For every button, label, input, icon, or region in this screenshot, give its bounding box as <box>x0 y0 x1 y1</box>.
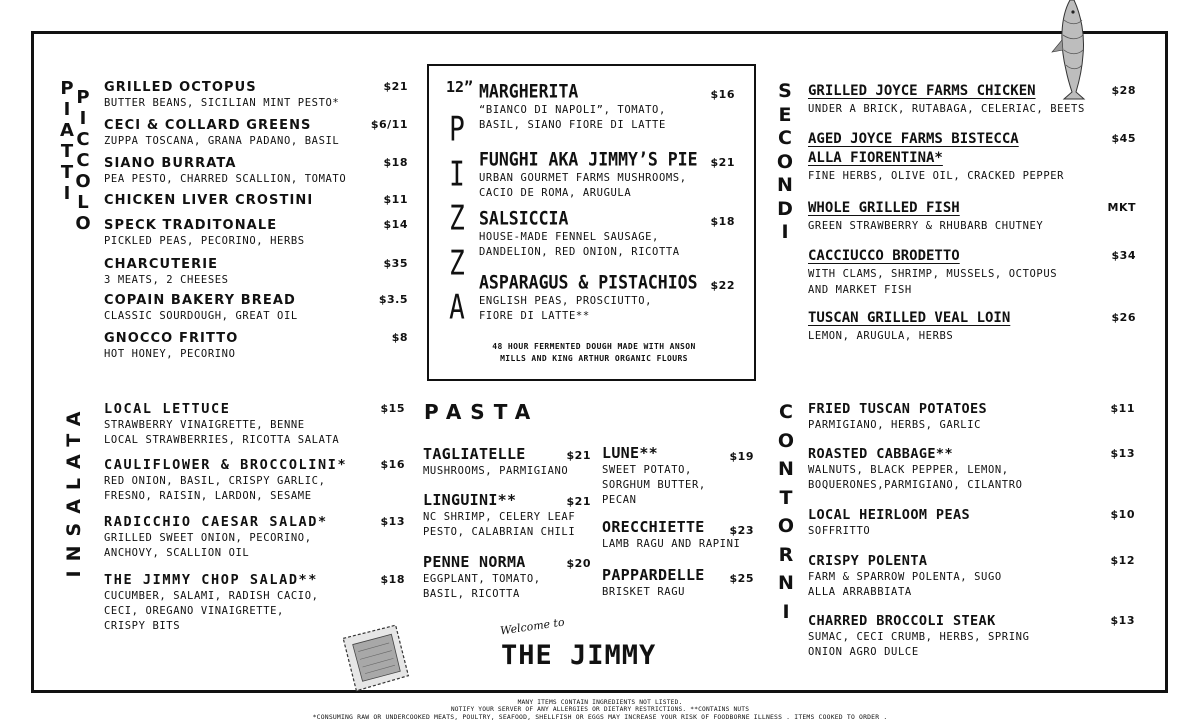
item-name: GRILLED JOYCE FARMS CHICKEN <box>808 83 1036 99</box>
pasta-heading: PASTA <box>424 400 540 424</box>
item-name: PAPPARDELLE <box>602 566 705 584</box>
item-description: WITH CLAMS, SHRIMP, MUSSELS, OCTOPUS <box>808 268 1058 280</box>
menu-item <box>808 309 1010 344</box>
vertical-letter: O <box>75 171 91 192</box>
vertical-letter: N <box>777 174 793 196</box>
menu-item <box>104 292 298 324</box>
item-name: TAGLIATELLE <box>423 445 526 463</box>
item-description: FIORE DI LATTE** <box>479 310 590 322</box>
menu-item <box>104 256 229 288</box>
pizza-note-line: 48 HOUR FERMENTED DOUGH MADE WITH ANSON <box>492 342 696 351</box>
item-price: $18 <box>380 573 405 586</box>
item-price: $16 <box>380 458 405 471</box>
item-description: CRISPY BITS <box>104 620 181 632</box>
item-description: GREEN STRAWBERRY & RHUBARB CHUTNEY <box>808 220 1044 232</box>
menu-item <box>808 199 1043 234</box>
item-price: $21 <box>566 495 591 508</box>
item-description: PICKLED PEAS, PECORINO, HERBS <box>104 235 305 247</box>
menu-item <box>479 80 666 133</box>
vertical-letter: L <box>77 192 89 213</box>
menu-item <box>104 117 339 149</box>
item-name: GRILLED OCTOPUS <box>104 80 257 95</box>
pizza-size: 12” <box>446 78 474 96</box>
vertical-letter: O <box>777 429 795 452</box>
item-name: WHOLE GRILLED FISH <box>808 200 960 216</box>
item-description: DANDELION, RED ONION, RICOTTA <box>479 246 680 258</box>
menu-item <box>602 444 706 508</box>
item-price: $13 <box>1110 614 1135 627</box>
item-description: URBAN GOURMET FARMS MUSHROOMS, <box>479 172 687 184</box>
footer-note-1: MANY ITEMS CONTAIN INGREDIENTS NOT LISTED. <box>517 699 683 706</box>
item-price: $21 <box>566 449 591 462</box>
item-description: MUSHROOMS, PARMIGIANO <box>423 465 569 477</box>
item-name: ORECCHIETTE <box>602 518 705 536</box>
piccolo-vertical-label <box>75 87 91 234</box>
item-description: “BIANCO DI NAPOLI”, TOMATO, <box>479 104 666 116</box>
item-description: PECAN <box>602 494 637 506</box>
item-price: $18 <box>383 156 408 169</box>
item-description: CECI, OREGANO VINAIGRETTE, <box>104 605 284 617</box>
vertical-letter: C <box>76 129 90 150</box>
menu-item <box>479 148 698 201</box>
item-price: $25 <box>729 572 754 585</box>
item-price: $13 <box>380 515 405 528</box>
item-name: LINGUINI** <box>423 491 517 509</box>
item-description: BUTTER BEANS, SICILIAN MINT PESTO* <box>104 97 340 109</box>
menu-item <box>104 217 305 249</box>
item-name: MARGHERITA <box>479 80 579 102</box>
item-description: HOUSE-MADE FENNEL SAUSAGE, <box>479 231 659 243</box>
item-description: FARM & SPARROW POLENTA, SUGO <box>808 571 1002 583</box>
item-name: FUNGHI AKA JIMMY’S PIE <box>479 148 698 170</box>
item-description: SORGHUM BUTTER, <box>602 479 706 491</box>
secondi-vertical-label <box>774 80 796 245</box>
item-description: PESTO, CALABRIAN CHILI <box>423 526 576 538</box>
item-name: LUNE** <box>602 444 658 462</box>
vertical-letter: D <box>777 197 793 220</box>
vertical-letter: T <box>60 162 74 183</box>
item-description: 3 MEATS, 2 CHEESES <box>104 274 229 286</box>
menu-item <box>104 79 339 111</box>
item-name: COPAIN BAKERY BREAD <box>104 293 296 308</box>
footer-note-3: *CONSUMING RAW OR UNDERCOOKED MEATS, POULTRY, SEAFOOD, SHELLFISH OR EGGS MAY INCREASE YOUR RISK OF FOODBORNE ILLNESS . ITEMS COOKED TO ORDER . <box>312 713 888 721</box>
item-price: $13 <box>1110 447 1135 460</box>
vertical-letter: I <box>782 600 790 623</box>
vertical-letter: O <box>75 213 91 234</box>
item-description: LAMB RAGU AND RAPINI <box>602 538 741 550</box>
menu-item <box>104 572 319 634</box>
item-name: ROASTED CABBAGE** <box>808 446 953 462</box>
vertical-letter: E <box>778 103 792 126</box>
vertical-letter: C <box>778 127 792 149</box>
item-description: UNDER A BRICK, RUTABAGA, CELERIAC, BEETS <box>808 103 1085 115</box>
item-price: $12 <box>1110 554 1135 567</box>
menu-item <box>104 192 313 209</box>
menu-item <box>808 553 1002 600</box>
item-price: $18 <box>710 215 735 228</box>
item-description: PEA PESTO, CHARRED SCALLION, TOMATO <box>104 173 347 185</box>
item-price: $11 <box>1110 402 1135 415</box>
item-name: CRISPY POLENTA <box>808 553 928 569</box>
menu-item <box>808 82 1085 117</box>
vertical-letter: P <box>60 78 74 99</box>
vertical-letter: O <box>777 515 795 537</box>
item-description: NC SHRIMP, CELERY LEAF <box>423 511 576 523</box>
item-name: GNOCCO FRITTO <box>104 331 239 346</box>
menu-item <box>808 247 1057 298</box>
pizza-note-line: MILLS AND KING ARTHUR ORGANIC FLOURS <box>500 354 688 363</box>
item-name: CACCIUCCO BRODETTO <box>808 248 960 264</box>
item-name: LOCAL HEIRLOOM PEAS <box>808 507 971 523</box>
item-price: $10 <box>1110 508 1135 521</box>
item-price: $45 <box>1111 132 1136 145</box>
item-description: LEMON, ARUGULA, HERBS <box>808 330 954 342</box>
item-price: $14 <box>383 218 408 231</box>
insalata-vertical-label: INSALATA <box>63 402 85 578</box>
vertical-letter: T <box>60 141 74 162</box>
pizza-letter: Z <box>449 199 465 239</box>
item-description: GRILLED SWEET ONION, PECORINO, <box>104 532 312 544</box>
item-description: FRESNO, RAISIN, LARDON, SESAME <box>104 490 312 502</box>
item-description: WALNUTS, BLACK PEPPER, LEMON, <box>808 464 1009 476</box>
item-description: SUMAC, CECI CRUMB, HERBS, SPRING <box>808 631 1030 643</box>
item-name: CAULIFLOWER & BROCCOLINI* <box>104 457 348 473</box>
item-name: AGED JOYCE FARMS BISTECCA <box>808 131 1019 147</box>
menu-item <box>808 613 1030 660</box>
vertical-letter: C <box>76 150 90 171</box>
item-description: CLASSIC SOURDOUGH, GREAT OIL <box>104 310 298 322</box>
vertical-letter: C <box>779 401 793 423</box>
item-price: $15 <box>380 402 405 415</box>
vertical-letter: P <box>76 87 90 108</box>
item-name: CECI & COLLARD GREENS <box>104 118 312 133</box>
menu-item <box>602 566 705 600</box>
item-price: $3.5 <box>378 293 408 306</box>
item-description: ALLA ARRABBIATA <box>808 586 912 598</box>
item-price: $22 <box>710 279 735 292</box>
pizza-letter: Z <box>449 243 465 283</box>
item-description: ZUPPA TOSCANA, GRANA PADANO, BASIL <box>104 135 340 147</box>
menu-item <box>423 445 568 479</box>
item-price: $21 <box>710 156 735 169</box>
menu-item <box>104 457 347 504</box>
welcome-script: Welcome to <box>499 615 566 638</box>
item-price: $23 <box>729 524 754 537</box>
item-description: RED ONION, BASIL, CRISPY GARLIC, <box>104 475 326 487</box>
item-description: CUCUMBER, SALAMI, RADISH CACIO, <box>104 590 319 602</box>
menu-item <box>479 271 698 324</box>
item-name: PENNE NORMA <box>423 553 526 571</box>
vertical-letter: I <box>63 99 71 120</box>
piatti-vertical-label <box>59 78 75 204</box>
item-description: AND MARKET FISH <box>808 284 912 296</box>
vertical-letter: R <box>778 543 794 566</box>
menu-item <box>423 553 541 602</box>
ravioli-illustration <box>336 618 416 698</box>
pizza-letter: A <box>449 288 465 328</box>
item-name: THE JIMMY CHOP SALAD** <box>104 572 319 588</box>
vertical-letter: I <box>79 108 87 129</box>
menu-item <box>479 207 680 260</box>
item-name: TUSCAN GRILLED VEAL LOIN <box>808 310 1011 326</box>
pizza-box <box>427 64 756 381</box>
item-name: RADICCHIO CAESAR SALAD* <box>104 514 328 530</box>
vertical-letter: T <box>779 486 793 509</box>
pizza-dough-note <box>469 341 719 365</box>
pizza-vertical-label <box>447 108 467 331</box>
item-description: ANCHOVY, SCALLION OIL <box>104 547 250 559</box>
menu-item <box>808 507 970 539</box>
item-price: $19 <box>729 450 754 463</box>
vertical-letter: O <box>776 150 794 173</box>
menu-item <box>104 401 339 448</box>
item-price: $34 <box>1111 249 1136 262</box>
item-description: LOCAL STRAWBERRIES, RICOTTA SALATA <box>104 434 340 446</box>
item-description: BASIL, RICOTTA <box>423 588 520 600</box>
menu-item <box>423 491 575 540</box>
item-price: $11 <box>383 193 408 206</box>
menu-item <box>808 130 1064 184</box>
vertical-letter: I <box>781 221 789 243</box>
item-description: ONION AGRO DULCE <box>808 646 919 658</box>
item-price: $21 <box>383 80 408 93</box>
menu-item <box>808 446 1023 493</box>
item-description: FINE HERBS, OLIVE OIL, CRACKED PEPPER <box>808 170 1065 182</box>
item-description: BASIL, SIANO FIORE DI LATTE <box>479 119 666 131</box>
vertical-letter: N <box>778 458 794 480</box>
item-name: SALSICCIA <box>479 207 569 229</box>
item-price: $26 <box>1111 311 1136 324</box>
item-price: $6/11 <box>370 118 408 131</box>
item-name: CHARCUTERIE <box>104 257 219 272</box>
item-description: BOQUERONES,PARMIGIANO, CILANTRO <box>808 479 1023 491</box>
item-name: ALLA FIORENTINA* <box>808 150 943 166</box>
vertical-letter: N <box>778 572 794 594</box>
pizza-letter: I <box>449 154 465 194</box>
menu-item <box>602 518 740 552</box>
pizza-letter: P <box>449 110 465 150</box>
restaurant-name: THE JIMMY <box>501 640 657 671</box>
item-description: SOFFRITTO <box>808 525 871 537</box>
item-name: SPECK TRADITONALE <box>104 218 278 233</box>
item-name: ASPARAGUS & PISTACHIOS <box>479 271 698 293</box>
item-price: $28 <box>1111 84 1136 97</box>
item-description: SWEET POTATO, <box>602 464 692 476</box>
vertical-letter: I <box>63 183 71 204</box>
menu-item <box>104 514 328 561</box>
item-description: HOT HONEY, PECORINO <box>104 348 236 360</box>
item-price: $35 <box>383 257 408 270</box>
item-description: ENGLISH PEAS, PROSCIUTTO, <box>479 295 653 307</box>
item-description: EGGPLANT, TOMATO, <box>423 573 541 585</box>
item-name: LOCAL LETTUCE <box>104 401 231 417</box>
menu-item <box>104 330 238 362</box>
menu-item <box>104 155 346 187</box>
item-price: MKT <box>1107 201 1136 214</box>
vertical-letter: S <box>778 80 792 102</box>
item-name: CHARRED BROCCOLI STEAK <box>808 613 996 629</box>
item-description: CACIO DE ROMA, ARUGULA <box>479 187 632 199</box>
item-price: $8 <box>391 331 408 344</box>
item-description: STRAWBERRY VINAIGRETTE, BENNE <box>104 419 305 431</box>
item-name: SIANO BURRATA <box>104 156 237 171</box>
item-name: CHICKEN LIVER CROSTINI <box>104 193 314 208</box>
menu-item <box>808 401 987 433</box>
item-description: PARMIGIANO, HERBS, GARLIC <box>808 419 982 431</box>
footer-note-2: NOTIFY YOUR SERVER OF ANY ALLERGIES OR DIETARY RESTRICTIONS. **CONTAINS NUTS <box>450 706 750 713</box>
item-price: $16 <box>710 88 735 101</box>
item-name: FRIED TUSCAN POTATOES <box>808 401 988 417</box>
vertical-letter: A <box>60 120 74 141</box>
contorni-vertical-label <box>775 398 797 626</box>
item-description: BRISKET RAGU <box>602 586 686 598</box>
item-price: $20 <box>566 557 591 570</box>
